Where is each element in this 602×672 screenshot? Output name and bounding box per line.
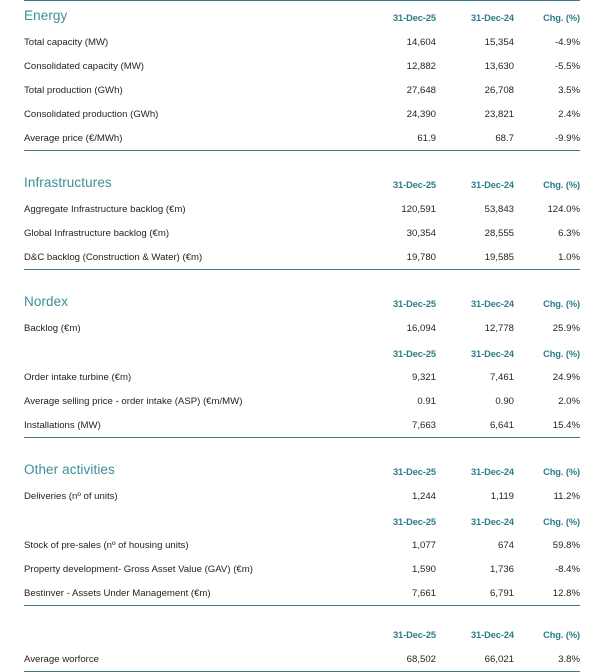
column-header-prior: 31-Dec-24 <box>470 13 514 23</box>
row-label: Global Infrastructure backlog (€m) <box>24 227 170 239</box>
cell-current: 24,390 <box>406 108 436 120</box>
cell-current: 27,648 <box>406 84 436 96</box>
cell-change: -9.9% <box>554 132 580 144</box>
cell-current: 30,354 <box>406 227 436 239</box>
row-label: Aggregate Infrastructure backlog (€m) <box>24 203 186 215</box>
table-row <box>24 365 580 389</box>
table-row <box>24 126 580 150</box>
cell-prior: 23,821 <box>484 108 514 120</box>
cell-prior: 13,630 <box>484 60 514 72</box>
section-gap <box>24 270 580 288</box>
table-row <box>24 197 580 221</box>
column-header-prior: 31-Dec-24 <box>470 180 514 190</box>
table-row <box>24 484 580 508</box>
column-header-current: 31-Dec-25 <box>392 630 436 640</box>
cell-prior: 1,119 <box>490 490 514 502</box>
cell-current: 1,077 <box>411 539 436 551</box>
cell-prior: 68.7 <box>495 132 514 144</box>
column-header-current: 31-Dec-25 <box>392 180 436 190</box>
row-label: Average selling price - order intake (ASP) (€m/MW) <box>24 395 243 407</box>
row-label: Consolidated production (GWh) <box>24 108 159 120</box>
column-header-change: Chg. (%) <box>543 299 580 309</box>
column-header-prior: 31-Dec-24 <box>470 630 514 640</box>
cell-current: 19,780 <box>406 251 436 263</box>
section-title-energy: Energy <box>24 8 68 23</box>
section-header-other-activities <box>24 455 580 484</box>
row-label: Total production (GWh) <box>24 84 123 96</box>
cell-current: 14,604 <box>406 36 436 48</box>
column-header-current: 31-Dec-25 <box>392 517 436 527</box>
column-header-prior: 31-Dec-24 <box>470 517 514 527</box>
spacer <box>24 151 580 169</box>
section-gap <box>24 438 580 456</box>
cell-change: 3.5% <box>558 84 580 96</box>
cell-prior: 7,461 <box>489 371 514 383</box>
table-row <box>24 54 580 78</box>
table-body <box>24 1 580 672</box>
spacer <box>24 606 580 624</box>
section-title-nordex: Nordex <box>24 294 69 309</box>
subsection-title-nordex-orders <box>24 340 354 365</box>
table-row <box>24 389 580 413</box>
table-row <box>24 78 580 102</box>
column-header-current: 31-Dec-25 <box>392 349 436 359</box>
section-header-infrastructures <box>24 168 580 197</box>
cell-current: 7,661 <box>411 587 436 599</box>
cell-prior: 674 <box>497 539 514 551</box>
section-header-nordex <box>24 287 580 316</box>
table-row <box>24 533 580 557</box>
table-row <box>24 413 580 437</box>
column-header-change: Chg. (%) <box>543 180 580 190</box>
table-row <box>24 557 580 581</box>
cell-change: 124.0% <box>547 203 580 215</box>
section-header-energy <box>24 1 580 30</box>
section-gap <box>24 151 580 169</box>
column-header-change: Chg. (%) <box>543 349 580 359</box>
cell-current: 16,094 <box>406 322 436 334</box>
spacer <box>24 438 580 456</box>
section-title-infrastructures: Infrastructures <box>24 175 112 190</box>
column-header-prior: 31-Dec-24 <box>470 467 514 477</box>
cell-change: 3.8% <box>558 653 580 665</box>
cell-change: 59.8% <box>552 539 580 551</box>
cell-current: 1,244 <box>411 490 436 502</box>
column-header-change: Chg. (%) <box>543 13 580 23</box>
subsection-header-other-property <box>24 508 580 533</box>
row-label: Average worforce <box>24 653 100 665</box>
cell-change: 12.8% <box>552 587 580 599</box>
cell-prior: 26,708 <box>484 84 514 96</box>
cell-change: -5.5% <box>554 60 580 72</box>
cell-prior: 66,021 <box>484 653 514 665</box>
cell-prior: 1,736 <box>489 563 514 575</box>
key-figures-table <box>24 0 580 672</box>
row-label: Average price (€/MWh) <box>24 132 123 144</box>
cell-prior: 15,354 <box>484 36 514 48</box>
table-row <box>24 30 580 54</box>
cell-change: -4.9% <box>554 36 580 48</box>
cell-change: 2.4% <box>558 108 580 120</box>
table-row <box>24 581 580 605</box>
cell-change: 1.0% <box>558 251 580 263</box>
row-label: Order intake turbine (€m) <box>24 371 132 383</box>
cell-current: 12,882 <box>406 60 436 72</box>
row-label: Total capacity (MW) <box>24 36 109 48</box>
row-label: Stock of pre-sales (nº of housing units) <box>24 539 189 551</box>
row-label: Backlog (€m) <box>24 322 81 334</box>
cell-change: 24.9% <box>552 371 580 383</box>
spacer <box>24 270 580 288</box>
column-header-change: Chg. (%) <box>543 630 580 640</box>
row-label: Property development- Gross Asset Value (GAV) (€m) <box>24 563 253 575</box>
cell-current: 1,590 <box>411 563 436 575</box>
cell-prior: 28,555 <box>484 227 514 239</box>
subsection-title-other-property <box>24 508 354 533</box>
row-label: Installations (MW) <box>24 419 101 431</box>
table-row <box>24 647 580 671</box>
cell-current: 61.9 <box>417 132 436 144</box>
row-label: Deliveries (nº of units) <box>24 490 118 502</box>
cell-prior: 12,778 <box>484 322 514 334</box>
row-label: D&C backlog (Construction & Water) (€m) <box>24 251 203 263</box>
cell-change: 25.9% <box>552 322 580 334</box>
column-header-prior: 31-Dec-24 <box>470 299 514 309</box>
cell-prior: 0.90 <box>495 395 514 407</box>
cell-change: 11.2% <box>553 490 580 502</box>
column-header-current: 31-Dec-25 <box>392 467 436 477</box>
subsection-header-nordex-orders <box>24 340 580 365</box>
cell-change: -8.4% <box>554 563 580 575</box>
cell-prior: 53,843 <box>484 203 514 215</box>
cell-change: 6.3% <box>558 227 580 239</box>
table-row <box>24 316 580 340</box>
table-row <box>24 245 580 269</box>
cell-change: 15.4% <box>552 419 580 431</box>
column-header-change: Chg. (%) <box>543 517 580 527</box>
cell-current: 9,321 <box>411 371 436 383</box>
table-row <box>24 102 580 126</box>
section-title-workforce <box>24 623 354 647</box>
section-title-other-activities: Other activities <box>24 462 115 477</box>
row-label: Consolidated capacity (MW) <box>24 60 144 72</box>
rule-line <box>24 671 580 672</box>
cell-prior: 6,641 <box>489 419 514 431</box>
column-header-current: 31-Dec-25 <box>392 13 436 23</box>
section-header-workforce <box>24 623 580 647</box>
cell-current: 0.91 <box>417 395 436 407</box>
cell-prior: 19,585 <box>484 251 514 263</box>
column-header-prior: 31-Dec-24 <box>470 349 514 359</box>
cell-prior: 6,791 <box>489 587 514 599</box>
cell-change: 2.0% <box>558 395 580 407</box>
cell-current: 7,663 <box>411 419 436 431</box>
column-header-change: Chg. (%) <box>543 467 580 477</box>
section-gap <box>24 606 580 624</box>
cell-current: 68,502 <box>406 653 436 665</box>
section-bottom-rule-workforce <box>24 671 580 672</box>
table-row <box>24 221 580 245</box>
cell-current: 120,591 <box>401 203 436 215</box>
row-label: Bestinver - Assets Under Management (€m) <box>24 587 211 599</box>
column-header-current: 31-Dec-25 <box>392 299 436 309</box>
